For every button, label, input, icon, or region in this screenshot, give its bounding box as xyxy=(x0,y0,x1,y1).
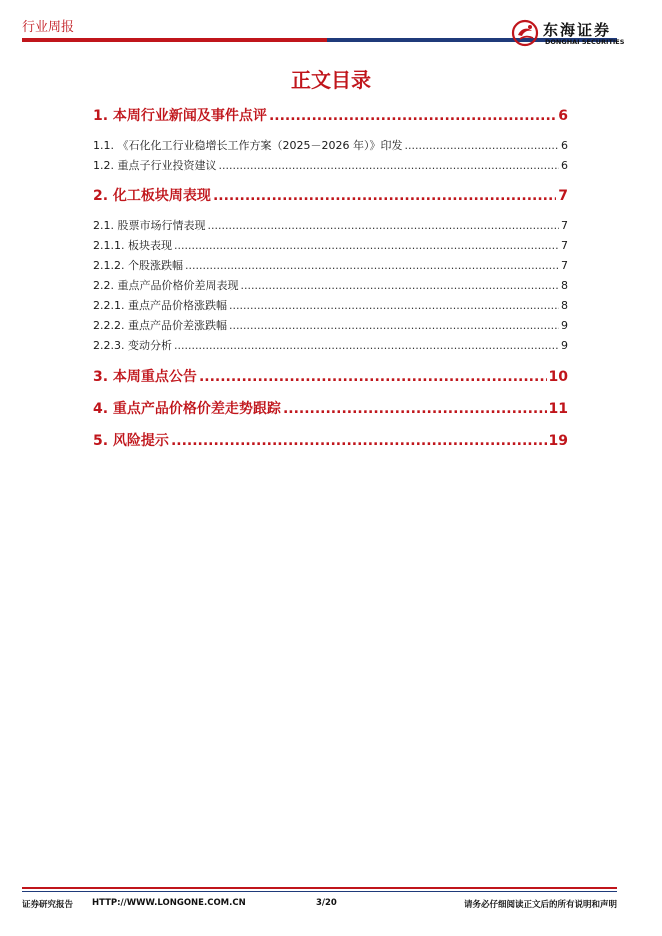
toc-entry-title: 5. 风险提示 xyxy=(93,433,169,449)
toc-entry-page: 19 xyxy=(548,433,568,449)
toc-subsection-entry[interactable] xyxy=(93,277,568,293)
toc-entry-page: 9 xyxy=(561,339,568,352)
toc-subsection-entry[interactable] xyxy=(93,337,568,353)
toc-entry-page: 6 xyxy=(561,159,568,172)
toc-entry-page: 6 xyxy=(561,139,568,152)
toc-dot-leader xyxy=(174,239,559,252)
toc-entry-title: 1.2. 重点子行业投资建议 xyxy=(93,159,217,172)
toc-subsection-entry[interactable] xyxy=(93,237,568,253)
toc-dot-leader xyxy=(241,279,560,292)
toc-entry-title: 2.1.1. 板块表现 xyxy=(93,239,172,252)
toc-entry-page: 7 xyxy=(561,219,568,232)
toc-entry-title: 1.1. 《石化化工行业稳增长工作方案（2025－2026 年）》印发 xyxy=(93,139,403,152)
toc-entry-page: 7 xyxy=(561,259,568,272)
toc-entry-title: 2.2.1. 重点产品价格涨跌幅 xyxy=(93,299,227,312)
brand-logo xyxy=(510,18,625,50)
toc-dot-leader xyxy=(171,433,547,449)
toc-dot-leader xyxy=(185,259,559,272)
toc-entry-title: 2.2. 重点产品价格价差周表现 xyxy=(93,279,239,292)
toc-dot-leader xyxy=(283,401,547,417)
toc-subsection-entry[interactable] xyxy=(93,157,568,173)
report-type-label: 行业周报 xyxy=(22,20,75,35)
toc-section-entry[interactable] xyxy=(93,105,568,125)
toc-entry-page: 9 xyxy=(561,319,568,332)
toc-dot-leader xyxy=(219,159,560,172)
toc-entry-title: 2.1.2. 个股涨跌幅 xyxy=(93,259,183,272)
toc-entry-title: 2. 化工板块周表现 xyxy=(93,188,211,204)
toc-entry-title: 4. 重点产品价格价差走势跟踪 xyxy=(93,401,281,417)
toc-entry-page: 11 xyxy=(548,401,568,417)
toc-dot-leader xyxy=(174,339,559,352)
toc-subsection-entry[interactable] xyxy=(93,217,568,233)
donghai-logo-icon xyxy=(510,18,540,48)
toc-entry-page: 7 xyxy=(558,188,568,204)
toc-entry-page: 8 xyxy=(561,299,568,312)
toc-dot-leader xyxy=(199,369,547,385)
toc-section-entry[interactable] xyxy=(93,366,568,386)
toc-section-entry[interactable] xyxy=(93,430,568,450)
footer-report-type: 证券研究报告 xyxy=(22,900,74,910)
toc-entry-title: 2.1. 股票市场行情表现 xyxy=(93,219,206,232)
toc-section-entry[interactable] xyxy=(93,185,568,205)
toc-subsection-entry[interactable] xyxy=(93,257,568,273)
header-divider-red xyxy=(22,38,327,42)
toc-entry-page: 7 xyxy=(561,239,568,252)
toc-dot-leader xyxy=(208,219,560,232)
toc-title: 正文目录 xyxy=(291,68,371,92)
toc-section-entry[interactable] xyxy=(93,398,568,418)
toc-entry-page: 8 xyxy=(561,279,568,292)
toc-dot-leader xyxy=(213,188,556,204)
toc-dot-leader xyxy=(269,108,556,124)
toc-dot-leader xyxy=(229,299,559,312)
toc-entry-page: 10 xyxy=(548,369,568,385)
toc-entry-title: 2.2.2. 重点产品价差涨跌幅 xyxy=(93,319,227,332)
footer-page-number: 3/20 xyxy=(316,898,337,908)
toc-subsection-entry[interactable] xyxy=(93,297,568,313)
footer-disclaimer: 请务必仔细阅读正文后的所有说明和声明 xyxy=(464,900,618,910)
toc-entry-title: 3. 本周重点公告 xyxy=(93,369,197,385)
brand-name-cn: 东海证券 xyxy=(543,21,612,39)
brand-name-en: DONGHAI SECURITIES xyxy=(545,38,625,46)
toc-entry-title: 1. 本周行业新闻及事件点评 xyxy=(93,108,267,124)
toc-subsection-entry[interactable] xyxy=(93,137,568,153)
footer-divider-blue xyxy=(22,891,617,892)
footer-website-link[interactable]: HTTP://WWW.LONGONE.COM.CN xyxy=(92,898,246,908)
toc-entry-title: 2.2.3. 变动分析 xyxy=(93,339,172,352)
toc-subsection-entry[interactable] xyxy=(93,317,568,333)
footer-divider-red xyxy=(22,887,617,889)
toc-dot-leader xyxy=(229,319,559,332)
toc-dot-leader xyxy=(404,139,559,152)
toc-entry-page: 6 xyxy=(558,108,568,124)
